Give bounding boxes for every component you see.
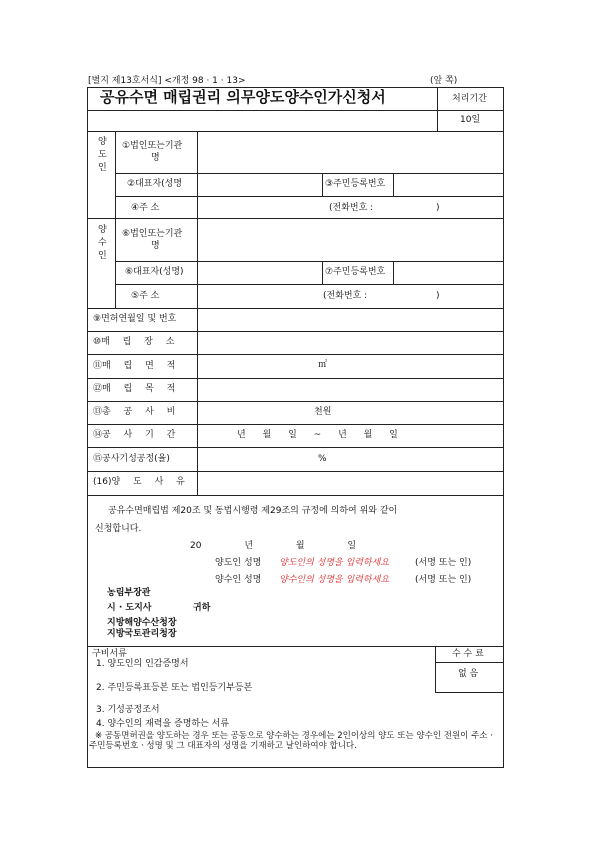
statement-line-1: 공유수면매립법 제20조 및 동법시행령 제29조의 규정에 의하여 위와 같이: [108, 506, 398, 516]
purpose-field[interactable]: [199, 380, 502, 399]
processing-value: 10일: [460, 115, 481, 125]
transferor-group-3: 인: [98, 163, 107, 173]
transferor-name-input[interactable]: 양도인의 성명을 입력하세요: [279, 558, 390, 568]
fee-label: 수 수 료: [452, 649, 484, 659]
license-date-label: ⑨면허연월일 및 번호: [93, 314, 177, 324]
period-label: ⑭공 사 기 간: [93, 430, 176, 440]
transferee-corp-label: ⑥법인또는기관: [122, 229, 183, 239]
transferee-addr-field[interactable]: [199, 286, 319, 306]
transferee-id-label: ⑦주민등록번호: [325, 267, 386, 277]
reason-field[interactable]: [199, 473, 502, 493]
recipient-4: 지방국토관리청장: [107, 629, 177, 639]
form-number: [별지 제13호서식] <개정 98 · 1 · 13>: [88, 76, 246, 86]
transferee-group-2: 수: [98, 238, 107, 248]
location-field[interactable]: [199, 333, 502, 352]
cost-label: ⑬총 공 사 비: [93, 407, 176, 417]
progress-label: ⑮공사기성공정(율): [93, 454, 170, 464]
transferor-phone-close: ): [436, 203, 440, 213]
transferor-sign-label: 양도인 성명: [215, 558, 262, 568]
progress-unit: %: [318, 454, 327, 464]
recipient-2: 시 · 도지사: [107, 603, 152, 613]
cost-unit: 천원: [314, 407, 332, 417]
transferor-corp-label-2: 명: [151, 153, 160, 163]
transferee-corp-label-2: 명: [151, 241, 160, 251]
transferee-group-3: 인: [98, 251, 107, 261]
area-unit: ㎡: [318, 360, 328, 370]
transferee-addr-label: ⑤주 소: [131, 291, 160, 301]
statement-line-2: 신청합니다.: [95, 524, 142, 534]
transferor-group-2: 도: [98, 150, 107, 160]
transferee-rep-label: ⑥대표자(성명): [125, 267, 184, 277]
transferor-addr-label: ④주 소: [131, 203, 160, 213]
transferee-corp-field[interactable]: [199, 220, 502, 259]
recipient-suffix: 귀하: [193, 603, 211, 613]
cost-field[interactable]: [199, 403, 309, 422]
transferee-sign-label: 양수인 성명: [215, 575, 262, 585]
statement-date[interactable]: 20 년 월 일: [190, 541, 357, 551]
transferee-group-1: 양: [98, 225, 107, 235]
transferee-id-field[interactable]: [395, 263, 502, 282]
transferee-name-input[interactable]: 양수인의 성명을 입력하세요: [279, 575, 390, 585]
license-date-field[interactable]: [199, 310, 502, 329]
recipient-3: 지방해양수산청장: [107, 618, 177, 628]
transferor-id-field[interactable]: [395, 175, 502, 194]
attachment-note: ※ 공동면허권을 양도하는 경우 또는 공동으로 양수하는 경우에는 2인이상의 양도 또는 양수인 전원이 주소 · 주민등록번호 · 성명 및 그 대표자의 성명을 기재하고 날인하여야 합니다.: [89, 731, 493, 751]
transferor-group-1: 양: [98, 137, 107, 147]
transferor-id-label: ③주민등록번호: [325, 179, 386, 189]
area-field[interactable]: [199, 356, 309, 376]
transferor-corp-label: ①법인또는기관: [122, 141, 183, 151]
period-value[interactable]: 년 월 일 ~ 년 월 일: [237, 430, 398, 440]
location-label: ⑩매 립 장 소: [93, 337, 175, 347]
attachment-3: 3. 기성공정조서: [96, 705, 160, 715]
processing-label: 처리기간: [452, 94, 487, 104]
attachment-1: 1. 양도인의 인감증명서: [96, 659, 189, 669]
page-side: (앞 쪽): [430, 76, 458, 86]
attachment-2: 2. 주민등록표등본 또는 법인등기부등본: [96, 683, 253, 693]
fee-value: 없 음: [458, 669, 479, 679]
purpose-label: ⑫매 립 목 적: [93, 384, 176, 394]
attachments-title: 구비서류: [92, 649, 127, 659]
form-title: 공유수면 매립권리 의무양도양수인가신청서: [100, 88, 386, 106]
transferor-addr-field[interactable]: [199, 198, 319, 216]
transferee-phone-close: ): [436, 291, 440, 301]
transferor-corp-field[interactable]: [199, 133, 502, 171]
recipient-1: 농림부장관: [107, 588, 151, 598]
attachment-4: 4. 양수인의 재력을 증명하는 서류: [96, 719, 230, 729]
transferor-phone-label: (전화번호 :: [329, 203, 374, 213]
transferee-phone-label: (전화번호 :: [323, 291, 368, 301]
transferor-rep-field[interactable]: [199, 175, 320, 194]
progress-field[interactable]: [199, 449, 309, 469]
transferor-sign-note: (서명 또는 인): [415, 558, 472, 568]
transferee-rep-field[interactable]: [199, 263, 320, 282]
reason-label: (16)양 도 사 유: [93, 477, 185, 487]
transferee-sign-note: (서명 또는 인): [415, 575, 472, 585]
area-label: ⑪매 립 면 적: [93, 361, 176, 371]
transferor-rep-label: ②대표자(성명: [127, 179, 183, 189]
